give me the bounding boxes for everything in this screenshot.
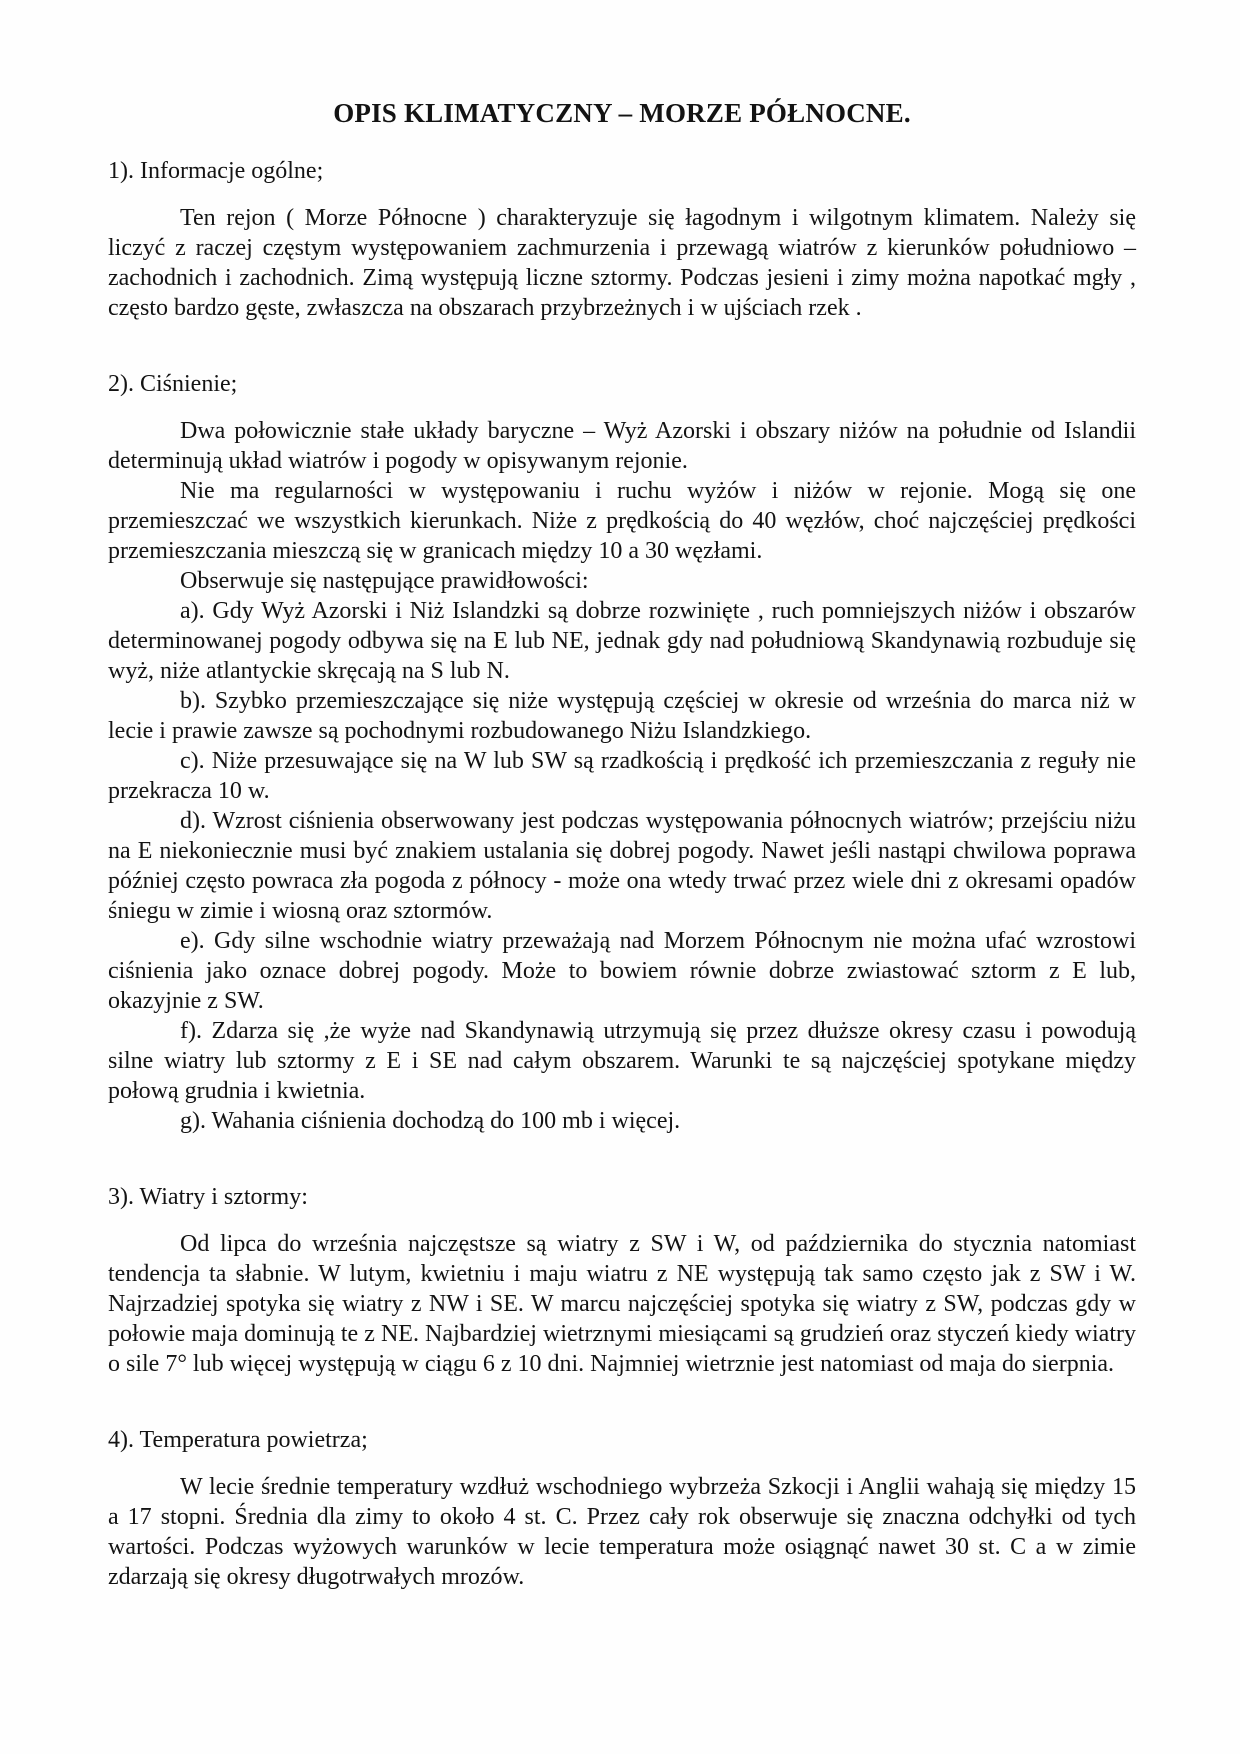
paragraph-item-d: d). Wzrost ciśnienia obserwowany jest podczas występowania północnych wiatrów; przejściu niżu na E niekoniecznie musi być znakiem ustalania się dobrej pogody. Nawet jeśli nastąpi chwilowa poprawa później często powraca zła pogoda z północy - może ona wtedy trwać przez wiele dni z okresami opadów śniegu w zimie i wiosną oraz sztormów. xyxy=(108,808,1136,924)
section-body-temperatura-powietrza xyxy=(108,1472,1136,1592)
section-heading-temperatura-powietrza: 4). Temperatura powietrza; xyxy=(108,1427,368,1453)
paragraph: Od lipca do września najczęstsze są wiatry z SW i W, od października do stycznia natomiast tendencja ta słabnie. W lutym, kwietniu i maju wiatru z NE występują tak samo często jak z SW i W. Najrzadziej spotyka się wiatry z NW i SE. W marcu najczęściej spotyka się wiatry z SW, podczas gdy w połowie maja dominują te z NE. Najbardziej wietrznymi miesiącami są grudzień oraz styczeń kiedy wiatry o sile 7° lub więcej występują w ciągu 6 z 10 dni. Najmniej wietrznie jest natomiast od maja do sierpnia. xyxy=(108,1231,1136,1377)
section-body-informacje-ogolne xyxy=(108,203,1136,323)
section-heading-cisnienie: 2). Ciśnienie; xyxy=(108,371,238,397)
document-title: OPIS KLIMATYCZNY – MORZE PÓŁNOCNE. xyxy=(333,98,911,128)
paragraph-item-b: b). Szybko przemieszczające się niże występują częściej w okresie od września do marca niż w lecie i prawie zawsze są pochodnymi rozbudowanego Niżu Islandzkiego. xyxy=(108,688,1136,744)
paragraph-item-c: c). Niże przesuwające się na W lub SW są rzadkością i prędkość ich przemieszczania z reguły nie przekracza 10 w. xyxy=(108,748,1136,804)
section-body-wiatry-i-sztormy xyxy=(108,1229,1136,1379)
paragraph: Obserwuje się następujące prawidłowości: xyxy=(180,568,589,594)
paragraph-item-e: e). Gdy silne wschodnie wiatry przeważają nad Morzem Północnym nie można ufać wzrostowi ciśnienia jako oznace dobrej pogody. Może to bowiem równie dobrze zwiastować sztorm z E lub, okazyjnie z SW. xyxy=(108,928,1136,1014)
paragraph-item-g: g). Wahania ciśnienia dochodzą do 100 mb i więcej. xyxy=(180,1108,681,1134)
paragraph-item-f: f). Zdarza się ,że wyże nad Skandynawią utrzymują się przez dłuższe okresy czasu i powodują silne wiatry lub sztormy z E i SE nad całym obszarem. Warunki te są najczęściej spotykane między połową grudnia i kwietnia. xyxy=(108,1018,1136,1104)
section-heading-wiatry-i-sztormy: 3). Wiatry i sztormy: xyxy=(108,1184,308,1210)
paragraph: W lecie średnie temperatury wzdłuż wschodniego wybrzeża Szkocji i Anglii wahają się między 15 a 17 stopni. Średnia dla zimy to około 4 st. C. Przez cały rok obserwuje się znaczna odchyłki od tych wartości. Podczas wyżowych warunków w lecie temperatura może osiągnąć nawet 30 st. C a w zimie zdarzają się okresy długotrwałych mrozów. xyxy=(108,1474,1136,1590)
section-body-cisnienie xyxy=(108,416,1136,1136)
paragraph: Nie ma regularności w występowaniu i ruchu wyżów i niżów w rejonie. Mogą się one przemieszczać we wszystkich kierunkach. Niże z prędkością do 40 węzłów, choć najczęściej prędkości przemieszczania mieszczą się w granicach między 10 a 30 węzłami. xyxy=(108,478,1136,564)
paragraph: Dwa połowicznie stałe układy baryczne – Wyż Azorski i obszary niżów na południe od Islandii determinują układ wiatrów i pogody w opisywanym rejonie. xyxy=(108,418,1136,474)
paragraph: Ten rejon ( Morze Północne ) charakteryzuje się łagodnym i wilgotnym klimatem. Należy się liczyć z raczej częstym występowaniem zachmurzenia i przewagą wiatrów z kierunków południowo – zachodnich i zachodnich. Zimą występują liczne sztormy. Podczas jesieni i zimy można napotkać mgły , często bardzo gęste, zwłaszcza na obszarach przybrzeżnych i w ujściach rzek . xyxy=(108,205,1136,321)
section-heading-informacje-ogolne: 1). Informacje ogólne; xyxy=(108,158,324,184)
paragraph-item-a: a). Gdy Wyż Azorski i Niż Islandzki są dobrze rozwinięte , ruch pomniejszych niżów i obszarów determinowanej pogody odbywa się na E lub NE, jednak gdy nad południową Skandynawią rozbuduje się wyż, niże atlantyckie skręcają na S lub N. xyxy=(108,598,1136,684)
